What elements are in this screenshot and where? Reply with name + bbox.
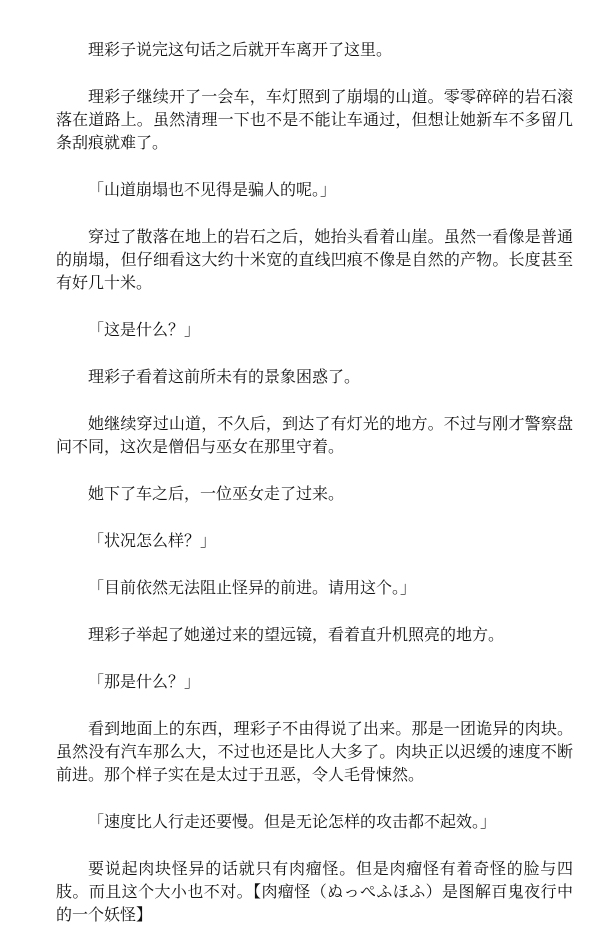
paragraph-4: 理彩子看着这前所未有的景象困惑了。	[88, 367, 361, 386]
dialogue-line-2: 「这是什么？」	[88, 320, 201, 339]
dialogue-line-4: 「目前依然无法阻止怪异的前进。请用这个。」	[88, 578, 417, 597]
dialogue-line-3: 「状况怎么样？」	[88, 531, 217, 550]
paragraph-9: 要说起肉块怪异的话就只有肉瘤怪。但是肉瘤怪有着奇怪的脸与四肢。而且这个大小也不对。【肉瘤怪（ぬっぺふほふ）是图解百鬼夜行中的一个妖怪】	[56, 859, 573, 924]
dialogue-line-1: 「山道崩塌也不见得是骗人的呢。」	[88, 180, 337, 199]
paragraph-6: 她下了车之后，一位巫女走了过来。	[88, 484, 345, 503]
paragraph-7: 理彩子举起了她递过来的望远镜，看着直升机照亮的地方。	[88, 625, 505, 644]
paragraph-2: 理彩子继续开了一会车，车灯照到了崩塌的山道。零零碎碎的岩石滚落在道路上。虽然清理一下也不是不能让车通过，但想让她新车不多留几条刮痕就难了。	[56, 87, 573, 152]
paragraph-3: 穿过了散落在地上的岩石之后，她抬头看着山崖。虽然一看像是普通的崩塌，但仔细看这大约十米宽的直线凹痕不像是自然的产物。长度甚至有好几十米。	[56, 227, 573, 292]
paragraph-1: 理彩子说完这句话之后就开车离开了这里。	[88, 40, 393, 59]
dialogue-line-5: 「那是什么？」	[88, 672, 201, 691]
paragraph-5: 她继续穿过山道，不久后，到达了有灯光的地方。不过与刚才警察盘问不同，这次是僧侣与巫女在那里守着。	[56, 414, 573, 456]
paragraph-8: 看到地面上的东西，理彩子不由得说了出来。那是一团诡异的肉块。虽然没有汽车那么大，不过也还是比人大多了。肉块正以迟缓的速度不断前进。那个样子实在是太过于丑恶，令人毛骨悚然。	[56, 719, 573, 784]
dialogue-line-6: 「速度比人行走还要慢。但是无论怎样的攻击都不起效。」	[88, 812, 497, 831]
